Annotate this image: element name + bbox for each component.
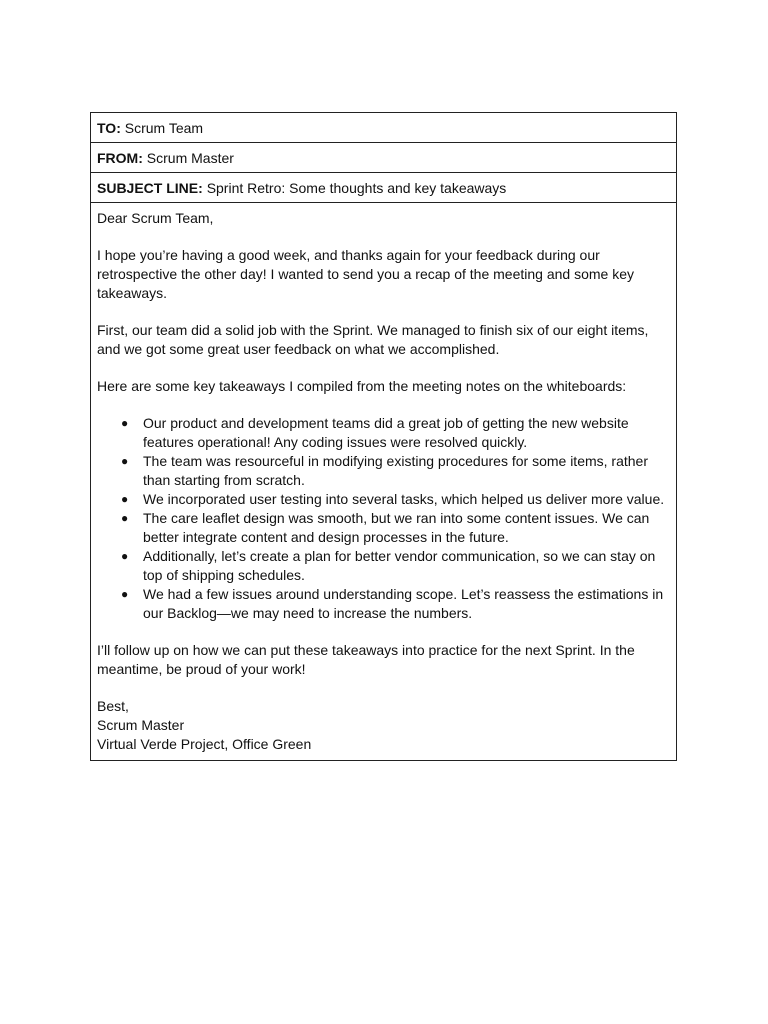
bullet-icon: ●	[121, 454, 129, 468]
bullet-icon: ●	[121, 416, 129, 430]
signoff-block	[97, 697, 670, 754]
paragraph-intro: I hope you’re having a good week, and thanks again for your feedback during our retrospective the other day! I wanted to send you a recap of the meeting and some key takeaways.	[97, 247, 634, 301]
list-item	[121, 547, 670, 585]
list-item-text: We had a few issues around understanding scope. Let’s reassess the estimations in our Backlog—we may need to increase the numbers.	[143, 586, 664, 621]
to-label: TO:	[97, 120, 121, 136]
list-item-text: We incorporated user testing into several tasks, which helped us deliver more value.	[143, 491, 665, 507]
signature-org: Virtual Verde Project, Office Green	[97, 736, 312, 752]
from-value: Scrum Master	[146, 150, 234, 166]
paragraph-takeaways-intro: Here are some key takeaways I compiled from the meeting notes on the whiteboards:	[97, 378, 627, 394]
list-item	[121, 452, 670, 490]
signature-name: Scrum Master	[97, 717, 185, 733]
list-item-text: Our product and development teams did a great job of getting the new website features operational! Any coding issues were resolved quickly.	[143, 415, 629, 450]
list-item-text: The team was resourceful in modifying existing procedures for some items, rather than starting from scratch.	[143, 453, 648, 488]
list-item-text: Additionally, let’s create a plan for better vendor communication, so we can stay on top of shipping schedules.	[143, 548, 656, 583]
greeting: Dear Scrum Team,	[97, 210, 214, 226]
bullet-icon: ●	[121, 587, 129, 601]
subject-value: Sprint Retro: Some thoughts and key takeaways	[206, 180, 507, 196]
to-row	[91, 113, 676, 143]
list-item	[121, 414, 670, 452]
memo-body	[91, 203, 676, 760]
memo-table	[90, 112, 677, 761]
list-item	[121, 490, 670, 509]
from-row	[91, 143, 676, 173]
list-item-text: The care leaflet design was smooth, but we ran into some content issues. We can better integrate content and design processes in the future.	[143, 510, 650, 545]
to-value: Scrum Team	[124, 120, 204, 136]
takeaways-list	[97, 414, 670, 623]
list-item	[121, 509, 670, 547]
subject-row	[91, 173, 676, 203]
bullet-icon: ●	[121, 511, 129, 525]
bullet-icon: ●	[121, 549, 129, 563]
paragraph-followup: I’ll follow up on how we can put these takeaways into practice for the next Sprint. In the meantime, be proud of your work!	[97, 642, 635, 677]
subject-label: SUBJECT LINE:	[97, 180, 203, 196]
paragraph-sprint: First, our team did a solid job with the Sprint. We managed to finish six of our eight items, and we got some great user feedback on what we accomplished.	[97, 322, 649, 357]
from-label: FROM:	[97, 150, 143, 166]
signoff: Best,	[97, 698, 129, 714]
bullet-icon: ●	[121, 492, 129, 506]
list-item	[121, 585, 670, 623]
